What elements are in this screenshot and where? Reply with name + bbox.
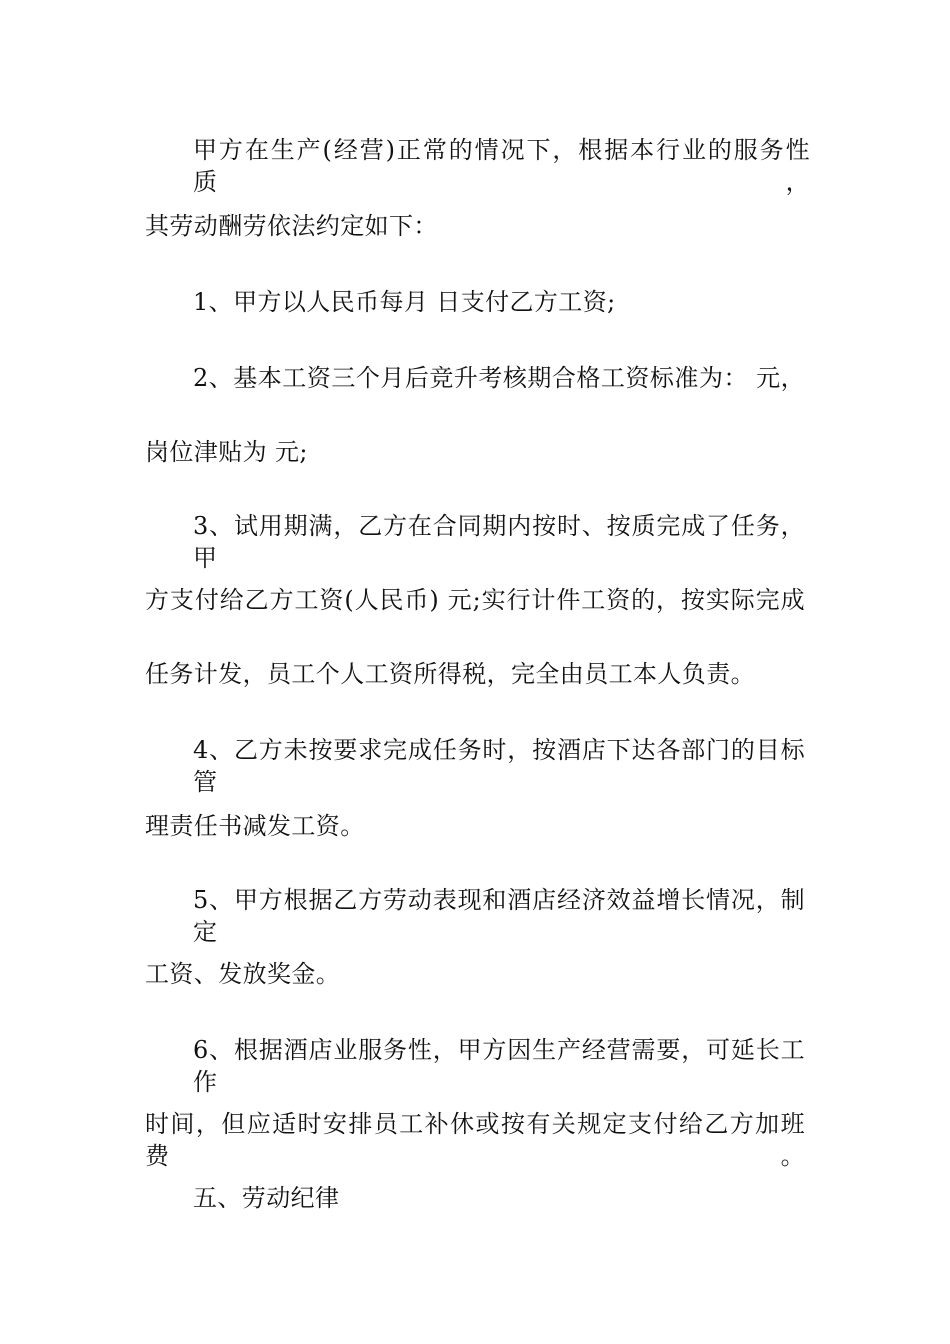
clause-4-line-2: 理责任书减发工资。 [145,812,365,840]
clause-3-line-3: 任务计发，员工个人工资所得税，完全由员工本人负责。 [145,660,755,688]
clause-5-line-1: 5、甲方根据乙方劳动表现和酒店经济效益增长情况，制定 [193,886,805,946]
clause-5-line-2: 工资、发放奖金。 [145,960,341,988]
section-heading-labor-discipline: 五、劳动纪律 [193,1184,340,1212]
clause-3-line-1: 3、试用期满，乙方在合同期内按时、按质完成了任务，甲 [193,512,805,572]
clause-6-line-1: 6、根据酒店业服务性，甲方因生产经营需要，可延长工作 [193,1036,805,1096]
clause-3-line-2: 方支付给乙方工资(人民币) 元;实行计件工资的，按实际完成 [145,586,805,614]
clause-2-line-2: 岗位津贴为 元; [145,438,308,466]
clause-2-line-1: 2、基本工资三个月后竞升考核期合格工资标准为： 元， [193,364,805,392]
paragraph-intro-line-1: 甲方在生产(经营)正常的情况下，根据本行业的服务性质， [193,136,810,196]
clause-6-line-2: 时间，但应适时安排员工补休或按有关规定支付给乙方加班费。 [145,1110,805,1170]
clause-4-line-1: 4、乙方未按要求完成任务时，按酒店下达各部门的目标管 [193,736,805,796]
clause-1-line-1: 1、甲方以人民币每月 日支付乙方工资; [193,288,616,316]
paragraph-intro-line-2: 其劳动酬劳依法约定如下： [145,212,438,240]
